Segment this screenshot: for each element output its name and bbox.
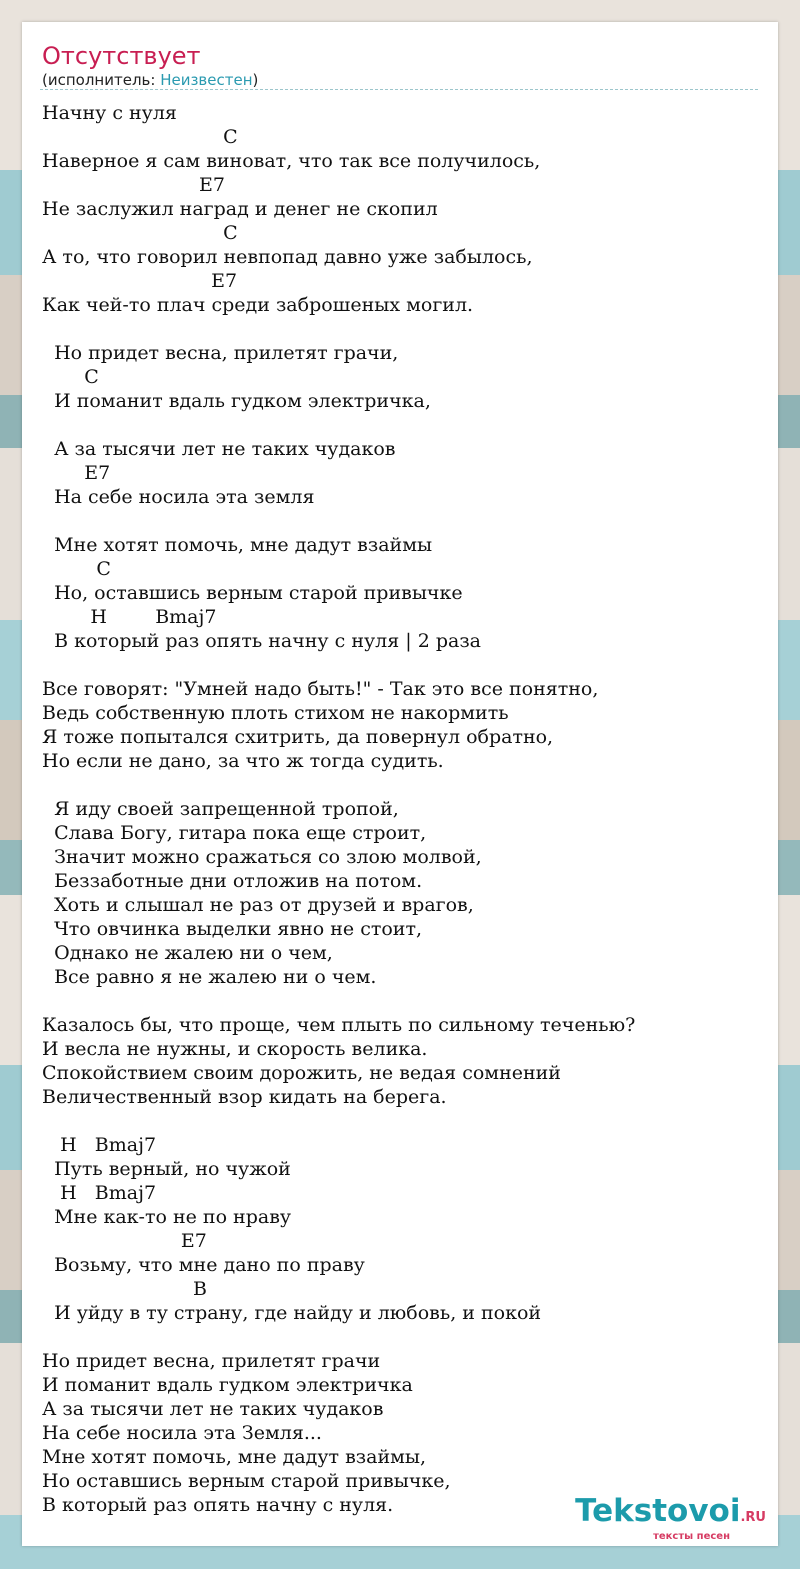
artist-link[interactable]: Неизвестен	[160, 71, 253, 89]
song-title: Отсутствует	[42, 42, 201, 70]
artist-prefix: (исполнитель:	[42, 71, 161, 89]
lyrics-text: Начну с нуля C Наверное я сам виноват, что так все получилось, E7 Не заслужил наград и денег не скопил C А то, что говорил невпопад давно уже забылось, E7 Как чей-то плач среди заброшеных могил. Но придет весна, прилетят грачи, C И поманит вдаль гудком электричка, А за тысячи лет не таких чудаков E7 На себе носила эта земля Мне хотят помочь, мне дадут взаймы C Но, оставшись верным старой привычке H Bmaj7 В который раз опять начну с нуля | 2 раза Все говорят: "Умней надо быть!" - Так это все понятно, Ведь собственную плоть стихом не накормить Я тоже попытался схитрить, да повернул обратно, Но если не дано, за что ж тогда судить. Я иду своей запрещенной тропой, Слава Богу, гитара пока еще строит, Значит можно сражаться со злою молвой, Беззаботные дни отложив на потом. Хоть и слышал не раз от друзей и врагов, Что овчинка выделки явно не стоит, Однако не жалею ни о чем, Все равно я не жалею ни о чем. Казалось бы, что проще, чем плыть по сильному теченью? И весла не нужны, и скорость велика. Спокойствием своим дорожить, не ведая сомнений Величественный взор кидать на берега. H Bmaj7 Путь верный, но чужой H Bmaj7 Мне как-то не по нраву E7 Возьму, что мне дано по праву B И уйду в ту страну, где найду и любовь, и покой Но придет весна, прилетят грачи И поманит вдаль гудком электричка А за тысячи лет не таких чудаков На себе носила эта Земля... Мне хотят помочь, мне дадут взаймы, Но оставшись верным старой привычке, В который раз опять начну с нуля.	[42, 102, 636, 1516]
site-logo[interactable]	[575, 1494, 766, 1542]
logo-wordmark	[575, 1494, 766, 1535]
artist-suffix: )	[252, 71, 259, 89]
logo-name: Tekstovoi	[575, 1493, 741, 1529]
lyrics-card	[22, 22, 778, 1546]
title-divider	[40, 89, 758, 90]
logo-tagline: тексты песен	[653, 1531, 730, 1542]
artist-line	[42, 70, 258, 90]
logo-domain: .RU	[740, 1510, 766, 1525]
